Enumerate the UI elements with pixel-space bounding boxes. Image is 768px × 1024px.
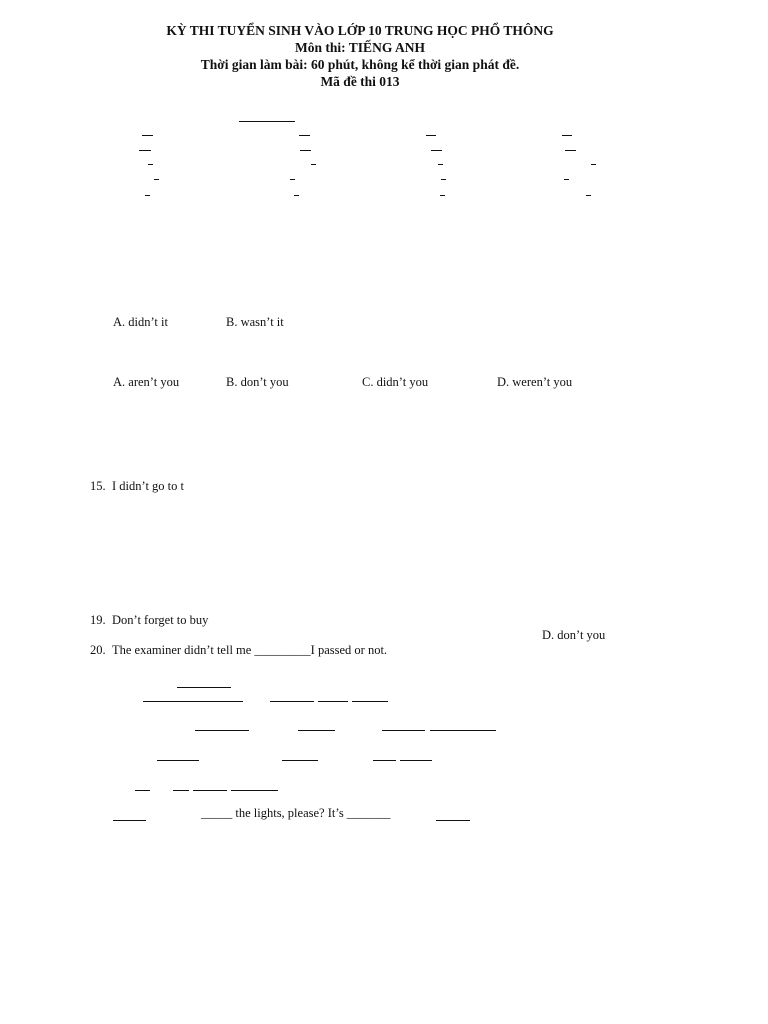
option-a: A. didn’t it (113, 315, 168, 329)
exam-duration: Thời gian làm bài: 60 phút, không kể thời gian phát đề. (200, 57, 520, 72)
option-d: D. don’t you (542, 628, 606, 642)
question-text: I didn’t go to t (112, 479, 184, 493)
exam-code: Mã đề thi 013 (320, 74, 400, 89)
question-text: Don’t forget to buy (112, 613, 209, 627)
exam-header (0, 22, 720, 90)
option-c: C. didn’t you (362, 375, 429, 389)
option-a: A. aren’t you (113, 375, 180, 389)
question-text: The examiner didn’t tell me _________I passed or not. (112, 643, 388, 657)
option-b: B. wasn’t it (226, 315, 284, 329)
option-b: B. don’t you (226, 375, 289, 389)
question-20 (90, 643, 387, 658)
question-number: 20. (90, 643, 106, 657)
sentence-fragment: _____ the lights, please? It’s _______ (201, 806, 391, 820)
question-19 (90, 613, 208, 628)
question-number: 15. (90, 479, 106, 493)
option-d: D. weren’t you (497, 375, 573, 389)
question-number: 19. (90, 613, 106, 627)
exam-title: KỲ THI TUYỂN SINH VÀO LỚP 10 TRUNG HỌC PHỔ THÔNG (166, 23, 554, 38)
exam-subject: Môn thi: TIẾNG ANH (295, 40, 425, 55)
question-15 (90, 479, 184, 494)
